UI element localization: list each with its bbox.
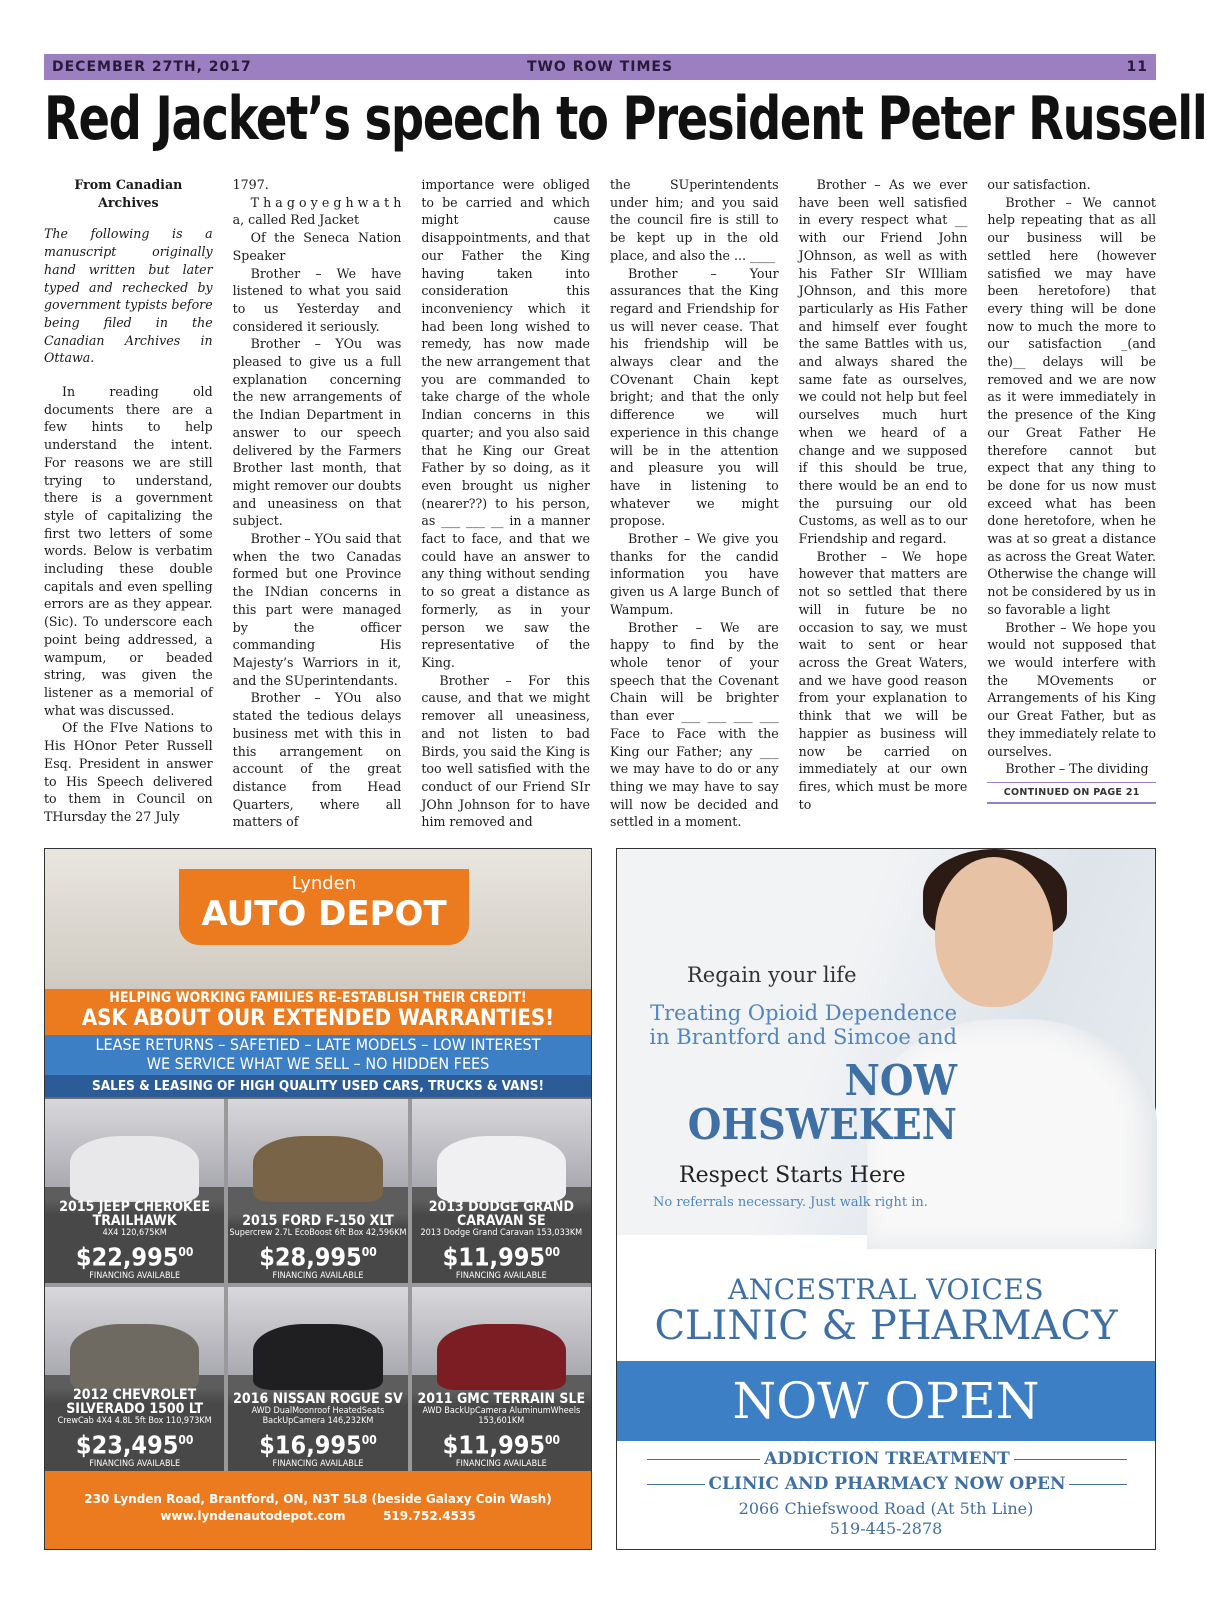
- financing-note: FINANCING AVAILABLE: [272, 1271, 364, 1281]
- paragraph: Brother – YOu also stated the tedious delays business met with this in this arrangement on account of the great distance from Head Quarters, where all matters of: [232, 690, 402, 830]
- car-detail: 4X4 120,675KM: [102, 1227, 167, 1238]
- car-info: [412, 1392, 591, 1471]
- service-line-1: [647, 1449, 1127, 1469]
- clinic-name-line-1: ANCESTRAL VOICES: [727, 1273, 1045, 1306]
- financing-note: FINANCING AVAILABLE: [89, 1459, 181, 1469]
- service-text: WE SERVICE WHAT WE SELL – NO HIDDEN FEES: [146, 1054, 490, 1073]
- paragraph: the SUperintendents under him; and you said the council fire is still to be kept up in the old place, and also the ... ____: [610, 177, 779, 263]
- car-info: [228, 1214, 407, 1283]
- financing-note: FINANCING AVAILABLE: [455, 1459, 547, 1469]
- service-text-1: ADDICTION TREATMENT: [760, 1449, 1014, 1469]
- car-detail: Supercrew 2.7L EcoBoost 6ft Box 42,596KM: [229, 1227, 407, 1238]
- price-dollars: $22,995: [75, 1242, 179, 1271]
- page-number: 11: [1126, 59, 1148, 75]
- price-cents: 00: [178, 1432, 194, 1447]
- sales-banner: SALES & LEASING OF HIGH QUALITY USED CARS, TRUCKS & VANS!: [45, 1075, 591, 1097]
- warranty-text: ASK ABOUT OUR EXTENDED WARRANTIES!: [81, 1006, 555, 1031]
- paragraph: Brother – We cannot help repeating that as all our business will be settled here (however satisfied we may have been heretofore) that every thing will be done now to much the more to our satisfaction _(and the)__ delays will be removed and we are now as it were immediately in the presence of the King our Great Father He therefore cannot but expect that any thing to be done for us now must exceed what has been done heretofore, when he was at so great a distance as across the Great Water. Otherwise the change will not be considered by us in so favorable a light: [987, 194, 1156, 617]
- service-text-2: CLINIC AND PHARMACY NOW OPEN: [705, 1474, 1070, 1494]
- treatment-line-2: in Brantford and Simcoe and: [649, 1025, 957, 1049]
- dealer-address: 230 Lynden Road, Brantford, ON, N3T 5L8 (beside Galaxy Coin Wash): [84, 1492, 552, 1506]
- car-price: [228, 1238, 407, 1271]
- vehicle-image: [70, 1324, 199, 1390]
- financing-note: FINANCING AVAILABLE: [272, 1459, 364, 1469]
- car-info: [45, 1388, 224, 1471]
- paragraph: Brother – Your assurances that the King regard and Friendship for us will never cease. That his friendship will be always clear and the COvenant Chain kept bright; and that the only difference we will experience in this change will be in the attention and pleasure you will have in listening to whatever we might propose.: [610, 265, 779, 529]
- now-ohsweken: [653, 1056, 957, 1149]
- dealer-contact: [45, 1471, 591, 1549]
- price-cents: 00: [361, 1244, 377, 1259]
- dealer-phone: 519.752.4535: [383, 1509, 476, 1523]
- paragraph: 1797.: [232, 177, 269, 192]
- auto-depot-ad[interactable]: [44, 848, 592, 1550]
- clinic-contact: [617, 1499, 1155, 1539]
- paragraph: Of the Seneca Nation Speaker: [232, 230, 402, 263]
- financing-note: FINANCING AVAILABLE: [455, 1271, 547, 1281]
- continued-on-page-link[interactable]: CONTINUED ON PAGE 21: [987, 782, 1156, 804]
- tagline: Regain your life: [687, 963, 857, 987]
- paragraph: Brother – YOu said that when the two Canadas formed but one Province the INdian concerns in this part were managed by the officer commanding His Majesty’s Warriors in it, and the SUperintendants.: [232, 531, 402, 688]
- car-info: [412, 1200, 591, 1283]
- financing-note: FINANCING AVAILABLE: [89, 1271, 181, 1281]
- credit-banner: [45, 989, 591, 1035]
- paragraph: Brother – We are happy to find by the whole tenor of your speech that the Covenant Chain will be brighter than ever ___ ___ ___ ___ Face to Face with the King our Father; any ___ we may have to do or any thing we may have to say will now be decided and settled in a moment.: [610, 619, 779, 830]
- credit-text: HELPING WORKING FAMILIES RE-ESTABLISH THEIR CREDIT!: [109, 990, 527, 1006]
- article-column-1: [44, 176, 213, 831]
- car-listing[interactable]: [45, 1287, 224, 1471]
- article-intro: The following is a manuscript originally hand written but later typed and rechecked by government typists before being filed in the Canadian Archives in Ottawa.: [44, 226, 213, 366]
- price-cents: 00: [361, 1432, 377, 1447]
- treatment-text: [627, 1001, 957, 1049]
- price-dollars: $11,995: [442, 1242, 546, 1271]
- respect-text: Respect Starts Here: [679, 1163, 906, 1188]
- article-column-2: [233, 176, 402, 831]
- car-listing[interactable]: [45, 1099, 224, 1283]
- logo-top-text: Lynden: [291, 873, 357, 894]
- vehicle-image: [437, 1324, 566, 1390]
- article-column-6: [987, 176, 1156, 831]
- paragraph: importance were obliged to be carried and which might cause disappointments, and that our Father the King having taken into consideration this inconveniency which it had been long wished to remedy, has now made the new arrangement that you are commanded to take charge of the whole Indian concerns in this quarter; and you also said that he King our Great Father by so doing, as it even brought us nigher (nearer??) to his person, as ___ ___ __ in a manner fact to face, and that we could have an answer to any thing without sending to so great a distance as formerly, as in your person we saw the representative of the King.: [421, 177, 590, 670]
- service-line-2: [647, 1474, 1127, 1494]
- paragraph: Brother – We give you thanks for the candid information you have given us A large Bunch of Wampum.: [610, 531, 779, 617]
- car-price: [412, 1238, 591, 1271]
- price-dollars: $11,995: [442, 1430, 546, 1459]
- car-listing[interactable]: [412, 1099, 591, 1283]
- car-listing[interactable]: [228, 1099, 407, 1283]
- lease-text: LEASE RETURNS – SAFETIED – LATE MODELS – LOW INTEREST: [95, 1035, 541, 1054]
- price-dollars: $28,995: [259, 1242, 362, 1271]
- car-name: 2013 DODGE GRAND CARAVAN SE: [428, 1198, 574, 1229]
- car-detail: CrewCab 4X4 4.8L 5ft Box 110,973KM: [57, 1415, 212, 1426]
- clinic-pharmacy-ad[interactable]: [616, 848, 1156, 1550]
- clinic-address: 2066 Chiefswood Road (At 5th Line): [738, 1499, 1034, 1518]
- paragraph: Brother – We have listened to what you said to us Yesterday and considered it seriously.: [232, 265, 402, 334]
- treatment-line-1: Treating Opioid Dependence: [650, 1001, 957, 1025]
- auto-depot-logo: [179, 869, 469, 945]
- dealer-website[interactable]: www.lyndenautodepot.com: [160, 1509, 346, 1523]
- vehicle-image: [437, 1136, 566, 1202]
- car-price: [45, 1426, 224, 1459]
- paragraph: T h a g o y e g h w a t h a, called Red Jacket: [232, 194, 402, 228]
- price-dollars: $16,995: [259, 1430, 362, 1459]
- car-listings: [45, 1099, 591, 1471]
- car-info: [45, 1200, 224, 1283]
- car-listing[interactable]: [228, 1287, 407, 1471]
- article-body: [44, 176, 1156, 830]
- article-column-5: [799, 176, 968, 831]
- price-dollars: $23,495: [75, 1430, 179, 1459]
- article-column-4: [610, 176, 779, 831]
- now-text: NOW: [844, 1056, 957, 1105]
- article-column-3: [421, 176, 590, 831]
- car-name: 2015 JEEP CHEROKEE TRAILHAWK: [59, 1198, 211, 1229]
- car-name: 2011 GMC TERRAIN SLE: [417, 1390, 586, 1407]
- paper-name: TWO ROW TIMES: [526, 59, 674, 75]
- car-name: 2016 NISSAN ROGUE SV: [233, 1390, 403, 1407]
- article-byline: From Canadian Archives: [74, 177, 183, 210]
- vehicle-image: [253, 1324, 382, 1390]
- car-price: [412, 1426, 591, 1459]
- car-detail: AWD BackUpCamera AluminumWheels 153,601KM: [422, 1405, 581, 1426]
- now-open-banner: NOW OPEN: [617, 1361, 1155, 1441]
- car-detail: AWD DualMoonroof HeatedSeats BackUpCamera 146,232KM: [251, 1405, 385, 1426]
- car-info: [228, 1392, 407, 1471]
- paragraph: Brother – We hope you would not supposed that we would interfere with the MOvements or Arrangements of his King our Great Father, but as they immediately relate to ourselves.: [987, 619, 1156, 759]
- price-cents: 00: [545, 1244, 561, 1259]
- page-header-bar: [44, 54, 1156, 80]
- paragraph: Of the FIve Nations to His HOnor Peter Russell Esq. President in answer to His Speech delivered to them in Council on THursday the 27 July: [44, 720, 213, 824]
- lease-banner: [45, 1035, 591, 1075]
- car-price: [228, 1426, 407, 1459]
- car-name: 2015 FORD F-150 XLT: [242, 1212, 394, 1229]
- car-listing[interactable]: [412, 1287, 591, 1471]
- car-detail: 2013 Dodge Grand Caravan 153,033KM: [420, 1227, 583, 1238]
- article-headline: Red Jacket’s speech to President Peter Russell: [44, 84, 1207, 154]
- car-price: [45, 1238, 224, 1271]
- paragraph: Brother – As we ever have been well satisfied in every respect what __ with our Friend John JOhnson, as well as with his Father SIr WIlliam JOhnson, and this more particularly as His Father and himself ever fought the same Battles with us, and always shared the same fate as ourselves, we could not help but feel ourselves much hurt when we heard of a change and we supposed if this should be true, there would be an end to the pursuing our old Customs, as well as to our Friendship and regard.: [798, 177, 968, 547]
- clinic-phone: 519-445-2878: [829, 1519, 943, 1538]
- ohsweken-text: OHSWEKEN: [687, 1100, 957, 1149]
- face-shape: [935, 857, 1053, 1007]
- clinic-name-line-2: CLINIC & PHARMACY: [654, 1303, 1118, 1349]
- paragraph: In reading old documents there are a few hints to help understand the intent. For reasons we are still trying to understand, there is a government style of capitalizing the first two letters of some words. Below is verbatim including these double capitals and even spelling errors are as they appear. (Sic). To underscore each point being addressed, a wampum, or beaded string, was given the listener as a memorial of what was discussed.: [44, 384, 213, 718]
- price-cents: 00: [545, 1432, 561, 1447]
- paragraph: our satisfaction.: [987, 177, 1091, 192]
- price-cents: 00: [178, 1244, 194, 1259]
- paragraph: Brother – For this cause, and that we might remover all uneasiness, and not listen to bad Birds, you said the King is too well satisfied with the conduct of our Friend SIr JOhn Johnson for to have him removed and: [421, 672, 590, 830]
- issue-date: DECEMBER 27TH, 2017: [52, 59, 252, 75]
- vehicle-image: [70, 1136, 199, 1202]
- paragraph: Brother – The dividing: [1005, 761, 1149, 777]
- no-referral-text: No referrals necessary. Just walk right in.: [653, 1195, 928, 1210]
- vehicle-image: [253, 1136, 382, 1202]
- car-name: 2012 CHEVROLET SILVERADO 1500 LT: [66, 1386, 204, 1417]
- paragraph: Brother – YOu was pleased to give us a full explanation concerning the new arrangements of the Indian Department in answer to our speech delivered by the Farmers Brother last month, that might remover our doubts and uneasiness on that subject.: [232, 336, 402, 529]
- paragraph: Brother – We hope however that matters are not so settled that there will in future be no occasion to say, we must wait to sent or hear across the Great Waters, and we have good reason from your explanation to think that we will be happier as business will now be carried on immediately at our own fires, which must be more to: [798, 548, 968, 812]
- logo-main-text: AUTO DEPOT: [201, 894, 447, 934]
